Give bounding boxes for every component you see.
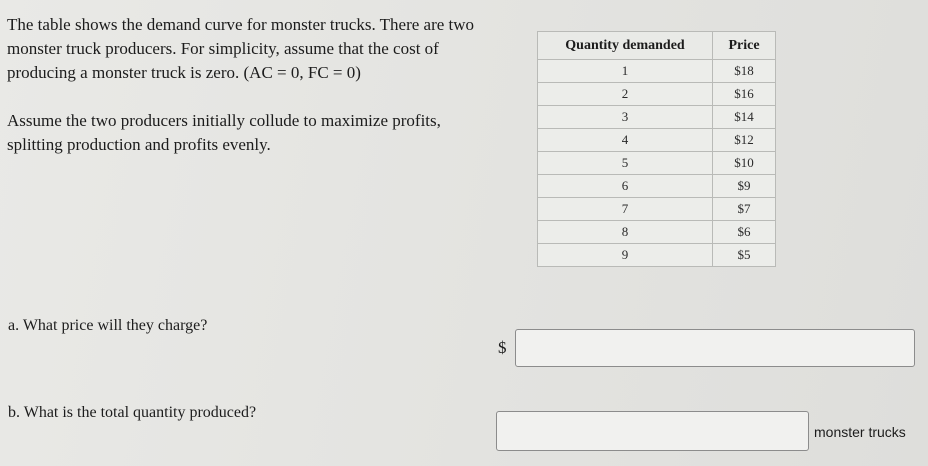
quantity-cell: 9 — [538, 244, 713, 267]
price-cell: $18 — [713, 60, 776, 83]
table-row — [538, 221, 776, 244]
table-row — [538, 244, 776, 267]
dollar-prefix: $ — [498, 338, 507, 357]
quantity-cell: 8 — [538, 221, 713, 244]
price-cell: $9 — [713, 175, 776, 198]
question-a-prompt: a. What price will they charge? — [8, 317, 208, 334]
table-row — [538, 129, 776, 152]
price-cell: $10 — [713, 152, 776, 175]
quantity-cell: 7 — [538, 198, 713, 221]
price-cell: $12 — [713, 129, 776, 152]
intro-paragraph-1: The table shows the demand curve for monster trucks. There are two monster truck producers. For simplicity, assume that the cost of producing a monster truck is zero. (AC = 0, FC = 0) — [7, 15, 475, 82]
question-b-prompt: b. What is the total quantity produced? — [8, 404, 257, 421]
quantity-cell: 3 — [538, 106, 713, 129]
price-cell: $7 — [713, 198, 776, 221]
table-row — [538, 60, 776, 83]
quantity-cell: 1 — [538, 60, 713, 83]
table-row — [538, 152, 776, 175]
price-answer-input[interactable] — [515, 329, 915, 367]
header-quantity-demanded: Quantity demanded — [538, 32, 713, 60]
quantity-answer-input[interactable] — [496, 411, 809, 451]
demand-table — [537, 31, 776, 267]
quantity-cell: 5 — [538, 152, 713, 175]
price-cell: $6 — [713, 221, 776, 244]
table-row — [538, 106, 776, 129]
price-cell: $5 — [713, 244, 776, 267]
price-cell: $16 — [713, 83, 776, 106]
quantity-cell: 2 — [538, 83, 713, 106]
price-cell: $14 — [713, 106, 776, 129]
problem-intro — [7, 13, 477, 157]
table-row — [538, 83, 776, 106]
intro-paragraph-2: Assume the two producers initially collude to maximize profits, splitting production and profits evenly. — [7, 111, 441, 154]
quantity-cell: 6 — [538, 175, 713, 198]
table-header-row — [538, 32, 776, 60]
table-row — [538, 175, 776, 198]
quantity-cell: 4 — [538, 129, 713, 152]
header-price: Price — [713, 32, 776, 60]
table-row — [538, 198, 776, 221]
monster-trucks-unit-label: monster trucks — [814, 424, 906, 440]
